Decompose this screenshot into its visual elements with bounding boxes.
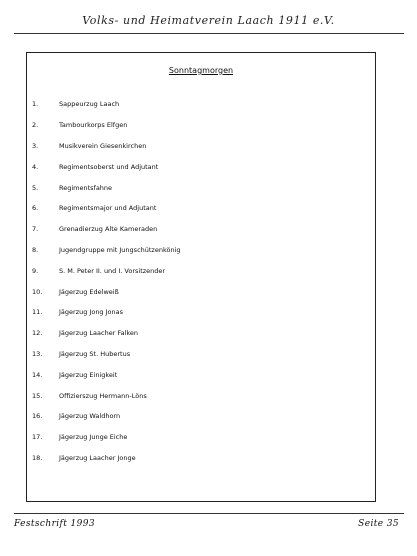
item-number: 4. [32, 162, 39, 171]
list-item [32, 448, 181, 469]
item-number: 5. [32, 183, 39, 192]
item-number: 14. [32, 370, 43, 379]
item-label: Tambourkorps Elfgen [59, 121, 128, 130]
item-label: Regimentsoberst und Adjutant [59, 162, 159, 171]
page-number: Seite 35 [358, 519, 399, 529]
item-label: Jägerzug Edelweiß [59, 287, 119, 296]
item-number: 12. [32, 329, 43, 338]
list-item [32, 281, 181, 302]
item-label: Grenadierzug Alte Kameraden [59, 225, 158, 234]
procession-order-list [32, 94, 181, 468]
item-label: Offizierszug Hermann-Löns [59, 391, 147, 400]
item-label: Jägerzug Laacher Jonge [59, 453, 136, 462]
item-label: Sappeurzug Laach [59, 100, 120, 109]
item-label: Jägerzug Waldhorn [59, 412, 121, 421]
item-number: 17. [32, 433, 43, 442]
item-label: Jägerzug Einigkeit [59, 370, 118, 379]
list-item [32, 427, 181, 448]
footer-divider [14, 513, 404, 514]
list-item [32, 406, 181, 427]
item-label: Jägerzug St. Hubertus [59, 349, 131, 358]
item-number: 18. [32, 453, 43, 462]
list-item [32, 323, 181, 344]
item-number: 1. [32, 100, 39, 109]
list-item [32, 136, 181, 157]
item-label: Musikverein Giesenkirchen [59, 141, 147, 150]
item-label: Jägerzug Laacher Falken [59, 329, 139, 338]
item-number: 7. [32, 225, 39, 234]
item-number: 2. [32, 121, 39, 130]
item-label: Regimentsfahne [59, 183, 113, 192]
item-number: 11. [32, 308, 43, 317]
list-item [32, 115, 181, 136]
list-item [32, 385, 181, 406]
list-item [32, 156, 181, 177]
page-header: Volks- und Heimatverein Laach 1911 e.V. [82, 14, 335, 27]
list-item [32, 219, 181, 240]
item-number: 13. [32, 349, 43, 358]
item-label: Jägerzug Jong Jonas [59, 308, 124, 317]
list-item [32, 94, 181, 115]
item-number: 8. [32, 245, 39, 254]
item-number: 3. [32, 141, 39, 150]
document-title: Sonntagmorgen [168, 66, 234, 75]
item-number: 16. [32, 412, 43, 421]
item-number: 15. [32, 391, 43, 400]
item-label: Jägerzug Junge Eiche [59, 433, 128, 442]
item-label: S. M. Peter II. und I. Vorsitzender [59, 266, 166, 275]
item-label: Regimentsmajor und Adjutant [59, 204, 157, 213]
item-number: 10. [32, 287, 43, 296]
list-item [32, 260, 181, 281]
item-label: Jugendgruppe mit Jungschützenkönig [59, 245, 181, 254]
list-item [32, 198, 181, 219]
item-number: 6. [32, 204, 39, 213]
footer-publication: Festschrift 1993 [14, 519, 96, 529]
list-item [32, 240, 181, 261]
header-divider [14, 33, 404, 34]
list-item [32, 177, 181, 198]
list-item [32, 344, 181, 365]
list-item [32, 302, 181, 323]
item-number: 9. [32, 266, 39, 275]
list-item [32, 364, 181, 385]
